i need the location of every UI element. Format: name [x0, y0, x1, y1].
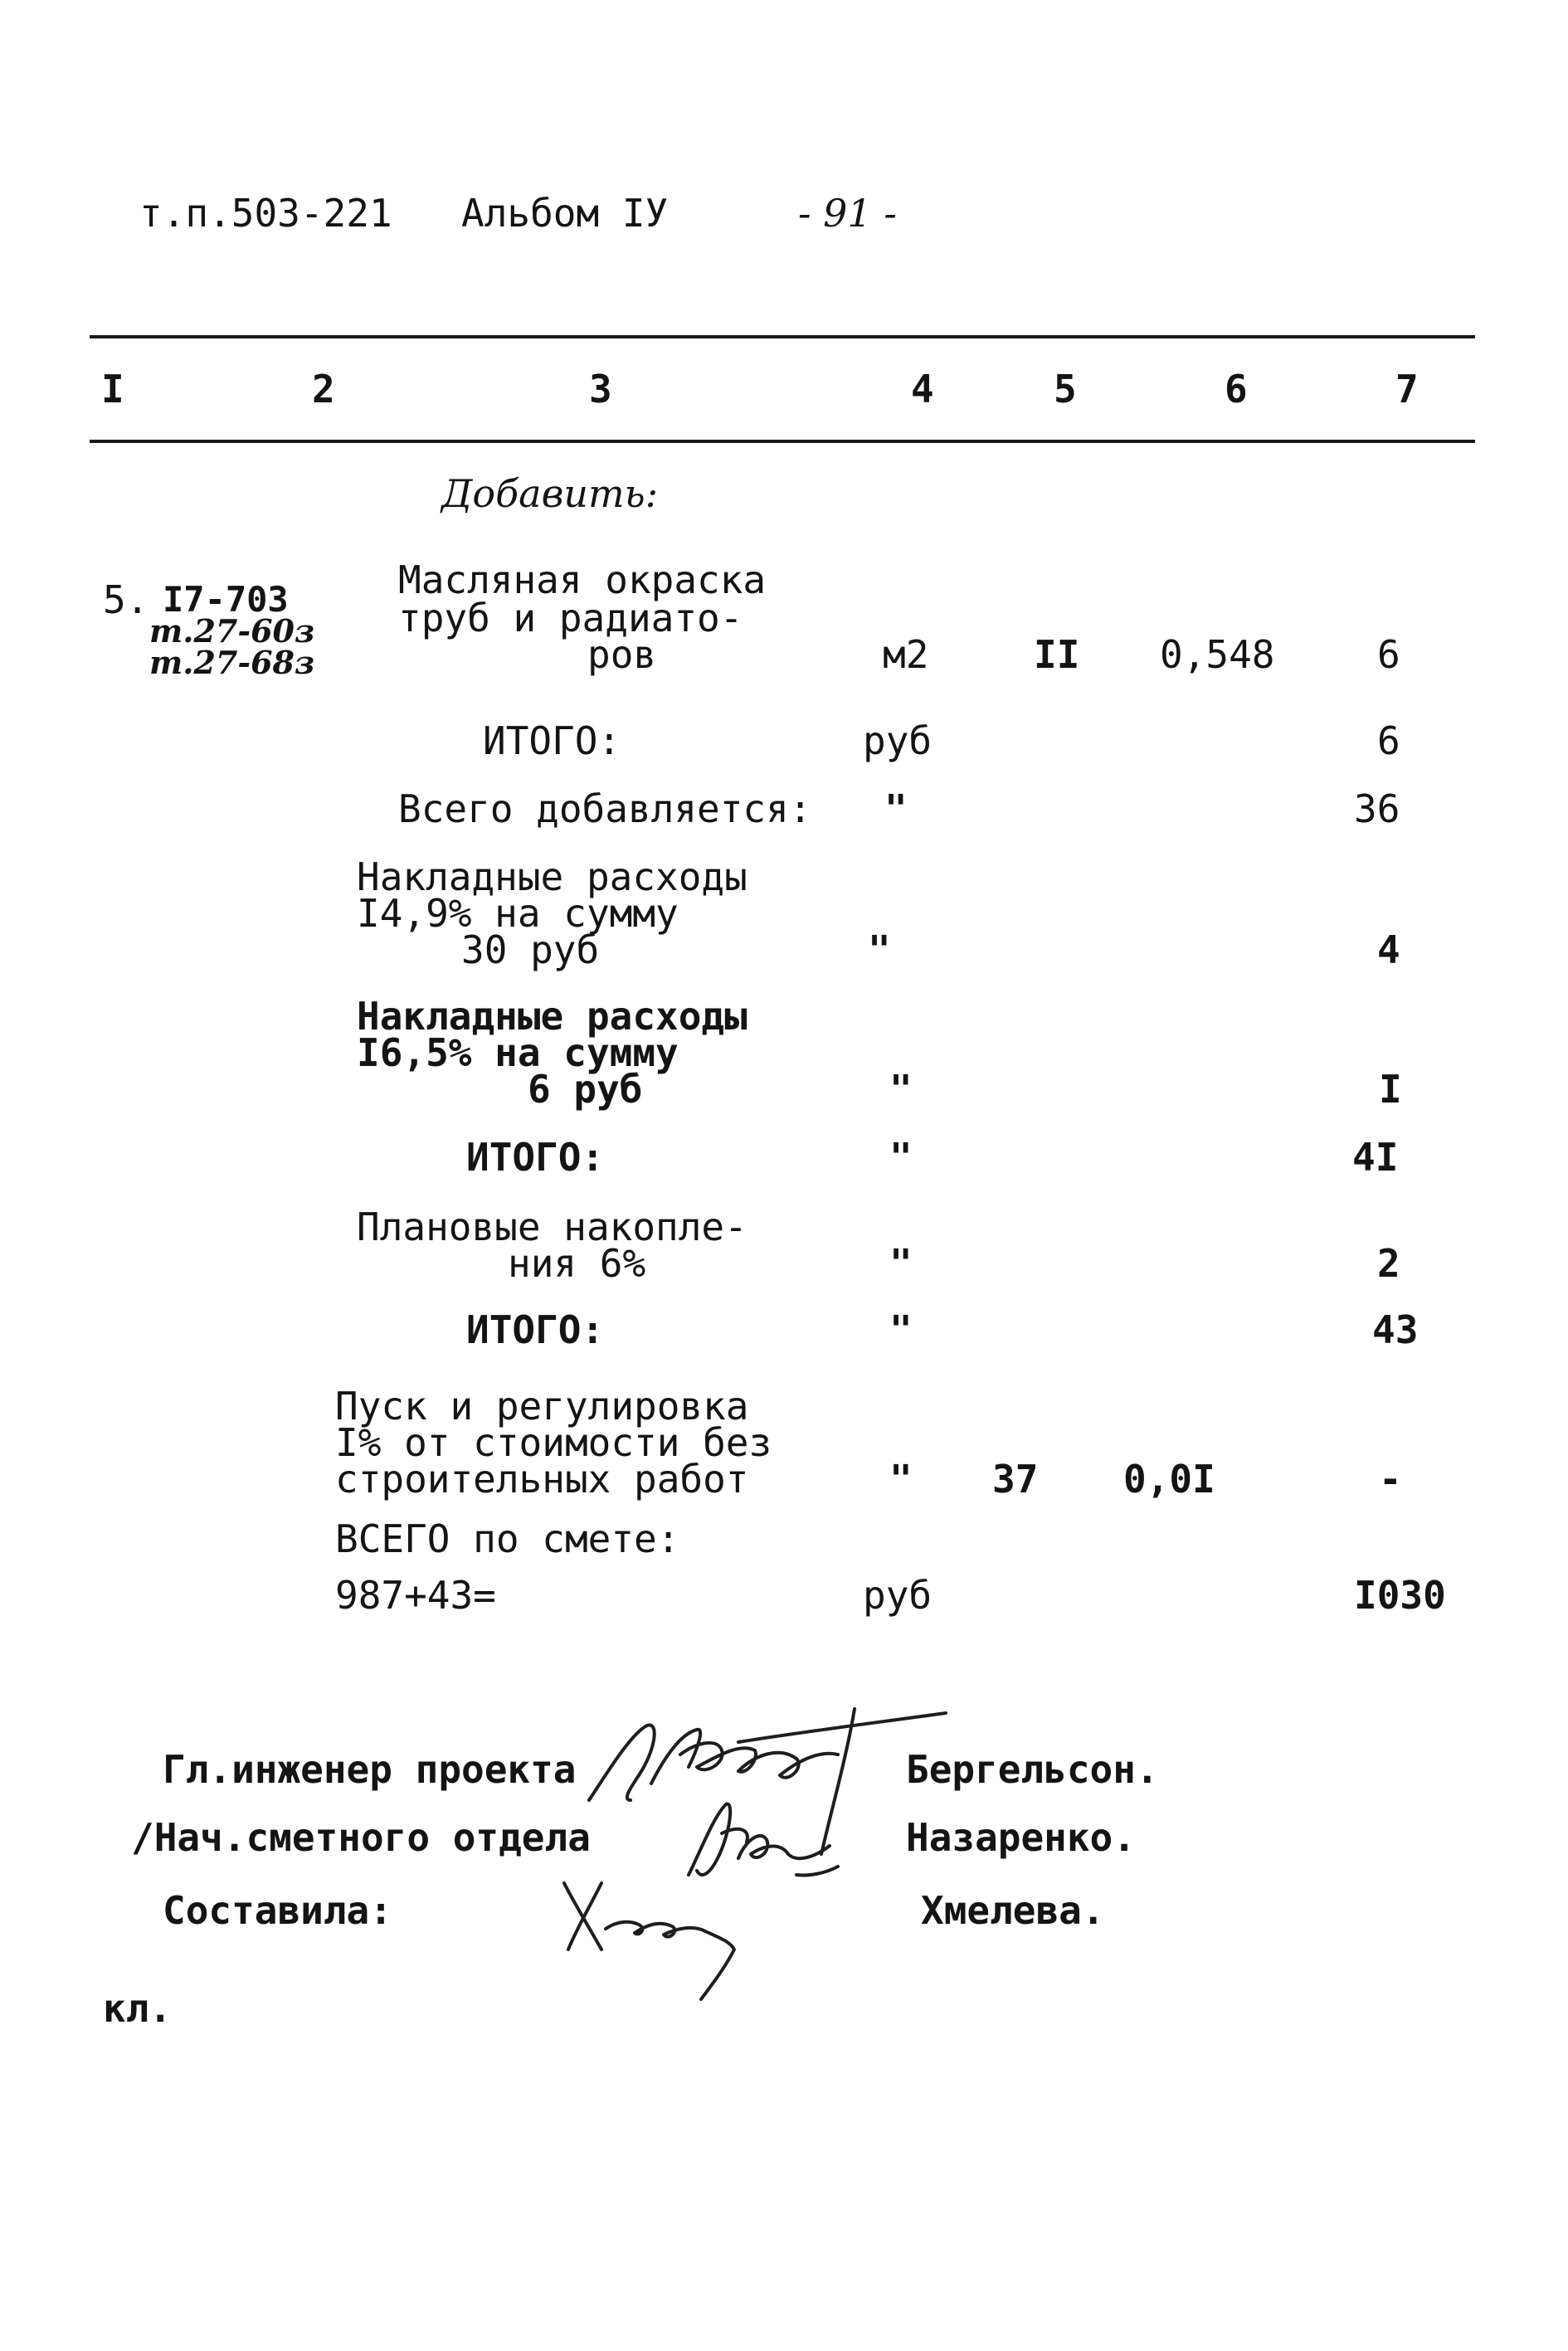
unit-cell: руб [863, 718, 933, 763]
unit-cell: " [889, 1307, 913, 1352]
doc-ref: т.п.503-221 [139, 191, 392, 236]
row-label: I4,9% на сумму [357, 891, 679, 936]
total-cell: I030 [1354, 1573, 1446, 1618]
unit-cell: " [889, 1241, 913, 1286]
unit-cell: руб [863, 1573, 933, 1618]
unit-cell: " [884, 786, 908, 831]
handwritten-signature-3 [556, 1858, 772, 2008]
column-header: 7 [1395, 367, 1419, 411]
item-description: Масляная окраска [398, 557, 767, 602]
row-label: I% от стоимости без [335, 1420, 772, 1465]
total-cell: 4I [1352, 1135, 1399, 1180]
item-code: т.27-60з [149, 612, 315, 650]
unit-cell: " [889, 1067, 913, 1112]
total-cell: - [1379, 1457, 1402, 1502]
row-label: Пуск и регулировка [335, 1384, 749, 1429]
item-number: 5. [103, 577, 149, 622]
item-code: т.27-68з [149, 644, 315, 681]
row-label: Плановые накопле- [357, 1205, 747, 1249]
table-header-rule [90, 440, 1475, 443]
add-label: Добавить: [441, 471, 659, 516]
grand-total-formula: 987+43= [335, 1573, 496, 1618]
signer-role: /Нач.сметного отдела [131, 1815, 591, 1860]
page-number: - 91 - [798, 191, 897, 236]
total-cell: 36 [1354, 786, 1400, 831]
column-header: 5 [1054, 367, 1077, 411]
total-cell: 6 [1377, 632, 1400, 677]
album-label: Альбом IУ [461, 191, 669, 236]
row-label: Накладные расходы [357, 854, 747, 899]
unit-cell: " [868, 927, 891, 972]
unit-cell: м2 [883, 632, 929, 677]
footer-mark: кл. [103, 1986, 173, 2031]
total-cell: 2 [1377, 1241, 1400, 1286]
signer-name: Назаренко. [906, 1815, 1136, 1860]
item-code: I7-703 [163, 579, 289, 620]
signer-name: Хмелева. [921, 1888, 1105, 1933]
row-label: Всего добавляется: [398, 786, 812, 831]
quantity-cell: II [1034, 632, 1080, 677]
row-label: строительных работ [335, 1457, 749, 1502]
unit-cell: " [889, 1135, 913, 1180]
total-cell: I [1379, 1067, 1402, 1112]
total-cell: 6 [1377, 718, 1400, 763]
item-description: труб и радиато- [398, 596, 743, 640]
table-top-rule [90, 335, 1475, 338]
row-label: ИТОГО: [466, 1307, 605, 1352]
grand-total-label: ВСЕГО по смете: [335, 1516, 680, 1561]
column-header: 6 [1225, 367, 1248, 411]
row-label: ИТОГО: [466, 1135, 605, 1180]
signer-role: Гл.инженер проекта [163, 1747, 577, 1792]
column-header: I [101, 367, 124, 411]
row-label: 30 руб [461, 927, 600, 972]
total-cell: 43 [1372, 1307, 1419, 1352]
signer-role: Составила: [163, 1888, 392, 1933]
total-cell: 4 [1377, 927, 1400, 972]
row-label: ИТОГО: [483, 718, 621, 763]
row-label: Накладные расходы [357, 994, 747, 1039]
column-header: 3 [589, 367, 612, 411]
item-description: ров [587, 632, 657, 677]
column-header: 2 [312, 367, 335, 411]
price-cell: 0,548 [1160, 632, 1275, 677]
price-cell: 0,0I [1123, 1457, 1215, 1502]
unit-cell: " [889, 1457, 913, 1502]
row-label: I6,5% на сумму [357, 1030, 679, 1075]
row-label: ния 6% [508, 1241, 646, 1286]
row-label: 6 руб [528, 1067, 643, 1112]
signer-name: Бергельсон. [906, 1747, 1159, 1792]
quantity-cell: 37 [992, 1457, 1039, 1502]
column-header: 4 [911, 367, 934, 411]
